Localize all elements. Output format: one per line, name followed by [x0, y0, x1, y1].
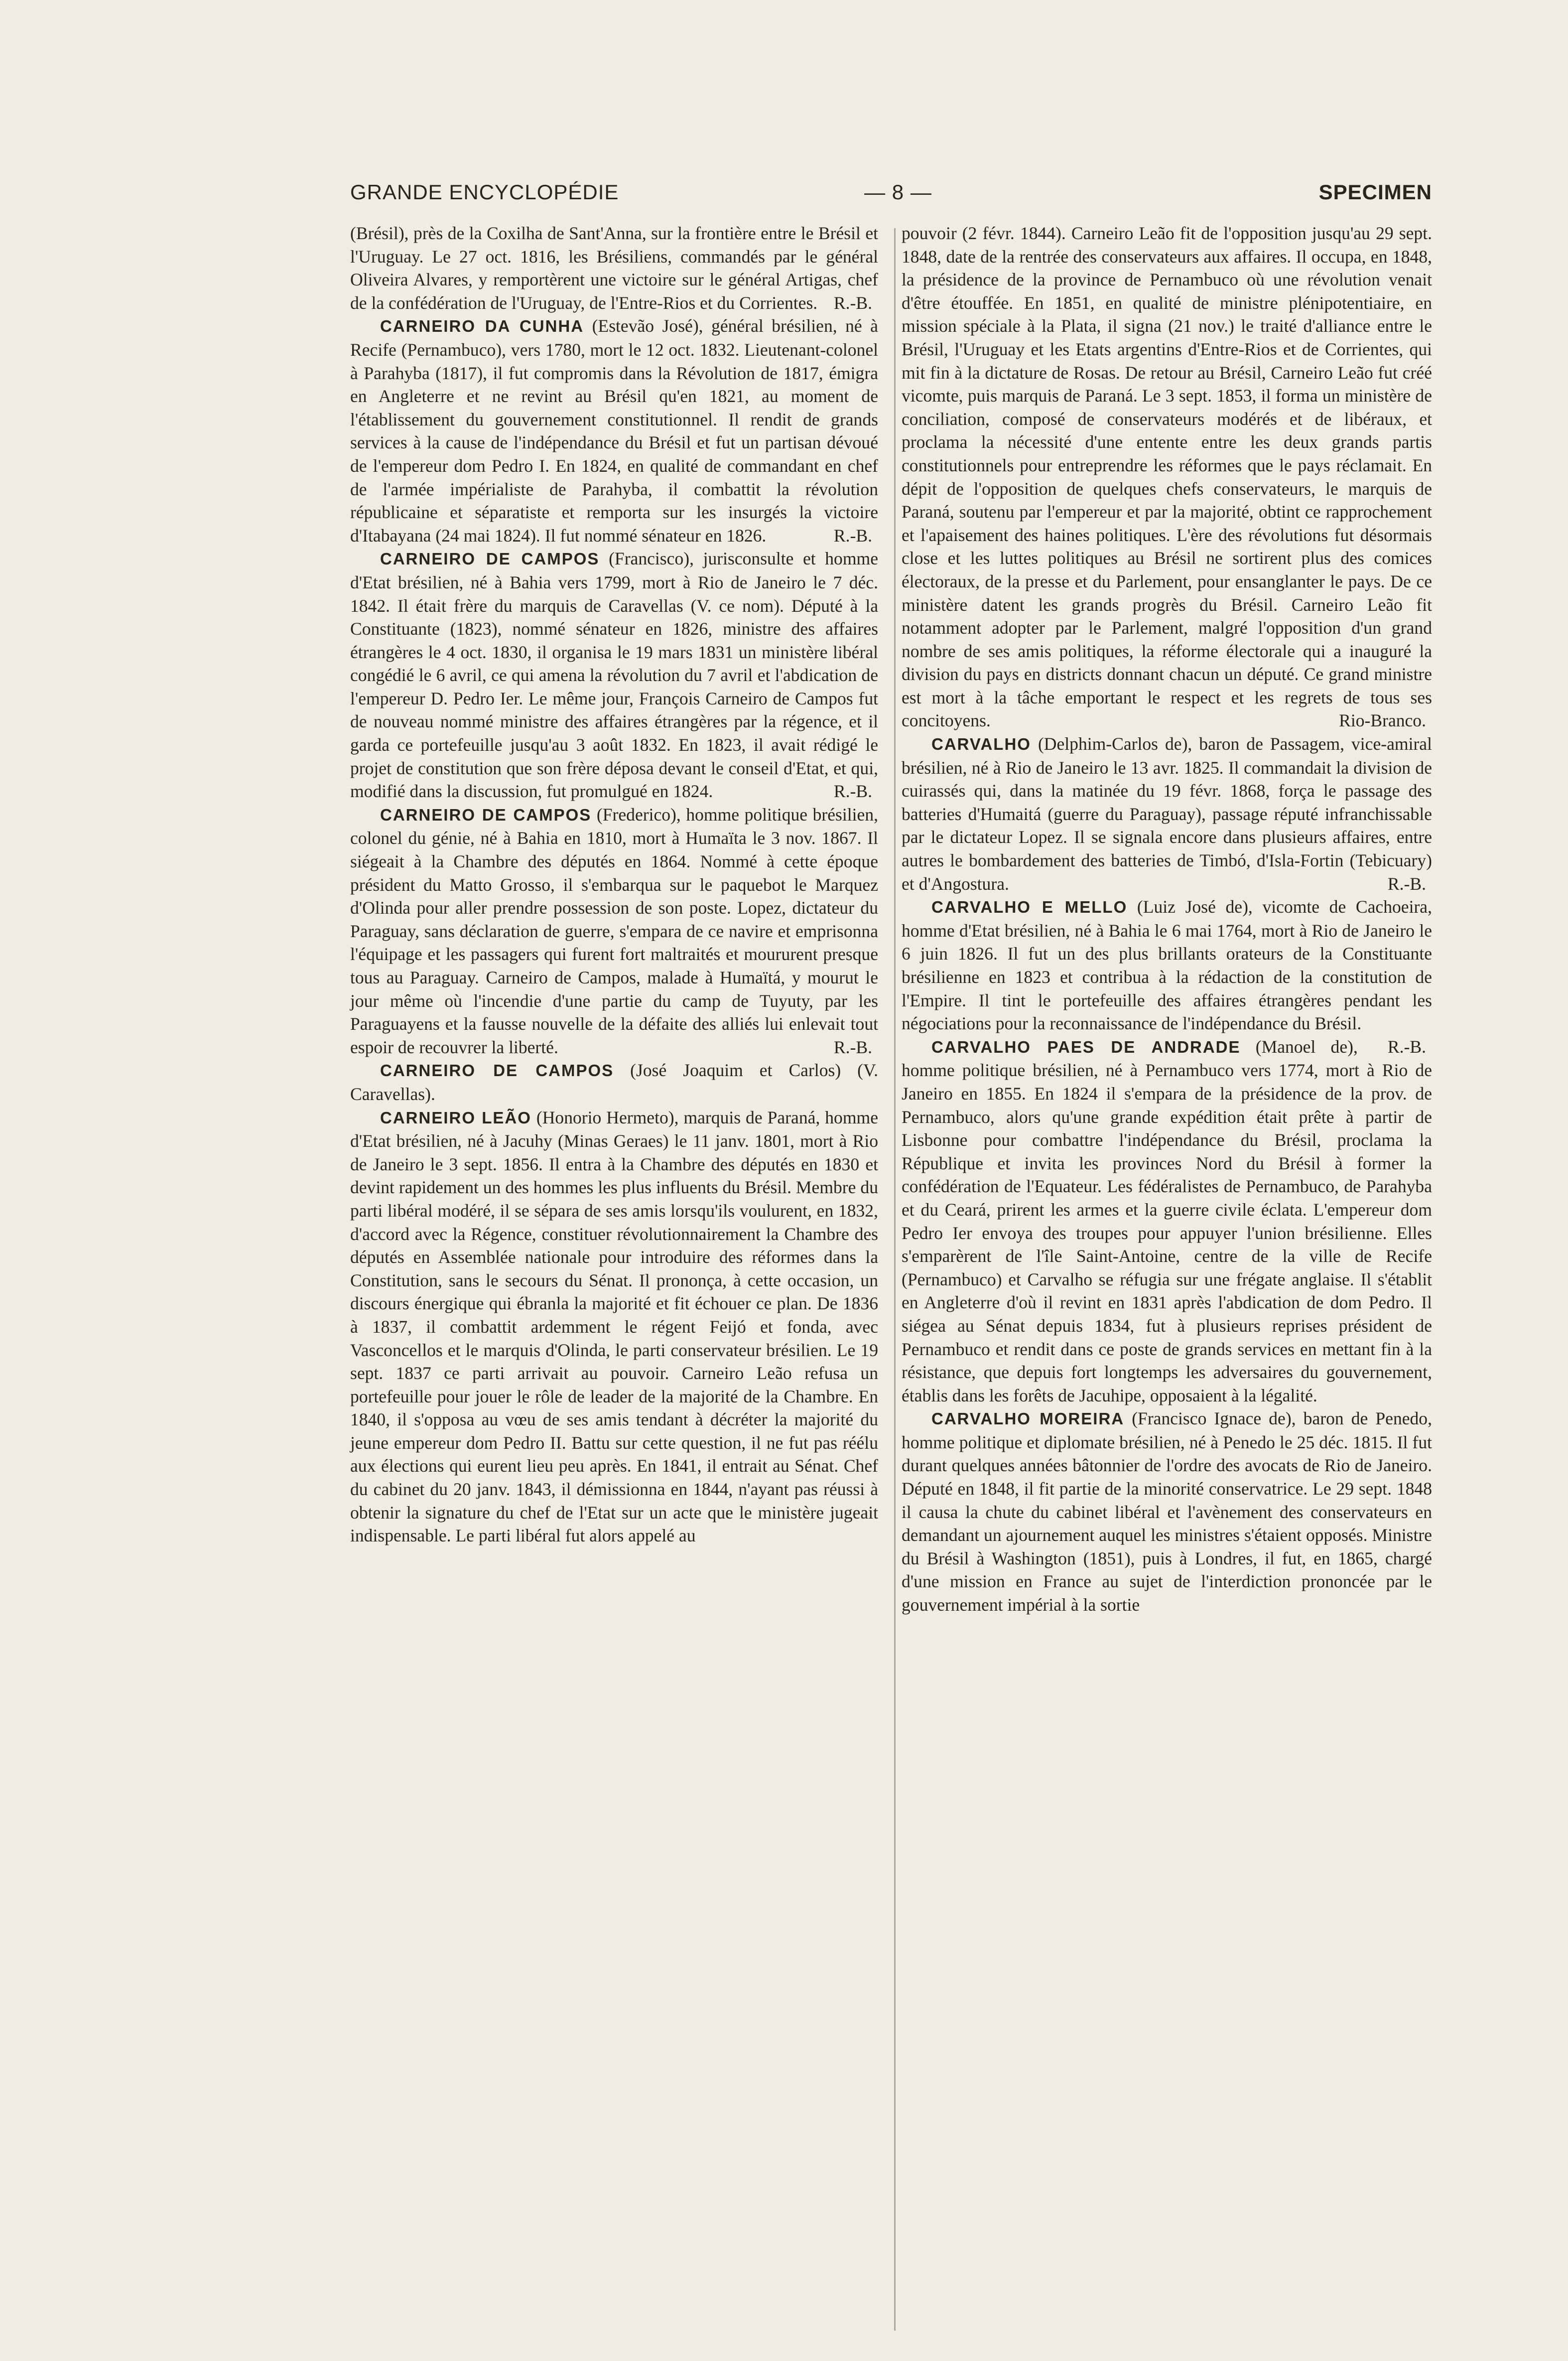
entry-continuation — [902, 222, 1432, 732]
page-number: — 8 — — [864, 180, 932, 204]
entry-carneiro-de-campos-francisco — [350, 547, 878, 803]
entry-headword: CARNEIRO DE CAMPOS — [380, 550, 600, 568]
entry-headword: CARVALHO — [931, 735, 1031, 754]
entry-text: (Honorio Hermeto), marquis de Paraná, homme d'Etat brésilien, né à Jacuhy (Minas Geraes) le 11 janv. 1801, mort à Rio de Janeiro le 3 sept. 1856. Il entra à la Chambre des députés en 1830 et devint rapidement un des hommes les plus influents du Brésil. Membre du parti libéral modéré, il se sépara de ses amis lorsqu'ils voulurent, en 1832, d'accord avec la Régence, constituer révolutionnairement la Chambre des députés en Assemblée nationale pour introduire des réformes dans la Constitution, sans le secours du Sénat. Il prononça, à cette occasion, un discours énergique qui ébranla la majorité et fit échouer ce plan. De 1836 à 1837, il combattit ardemment le régent Feijó et fonda, avec Vasconcellos et le marquis d'Olinda, le parti conservateur brésilien. Le 19 sept. 1837 ce parti arrivait au pouvoir. Carneiro Leão refusa un portefeuille pour jouer le rôle de leader de la majorité de la Chambre. En 1840, il s'opposa au vœu de ses amis tendant à décréter la majorité du jeune empereur dom Pedro II. Battu sur cette question, il ne fut pas réélu aux élections qui eurent lieu peu après. En 1841, il entrait au Sénat. Chef du cabinet du 20 janv. 1843, il démissionna en 1844, n'ayant pas réussi à obtenir la signature du chef de l'Etat sur un acte que le ministère jugeait indispensable. Le parti libéral fut alors appelé au — [350, 1107, 878, 1546]
header-title: GRANDE ENCYCLOPÉDIE — [350, 180, 619, 204]
entry-headword: CARNEIRO DE CAMPOS — [380, 805, 592, 824]
entry-continuation — [350, 222, 878, 314]
running-header — [350, 180, 1432, 215]
left-column — [350, 222, 878, 1547]
entry-text: (Delphim-Carlos de), baron de Passagem, vice-amiral brésilien, né à Rio de Janeiro le 13 avr. 1825. Il commandait la division de cuirassés qui, dans la matinée du 19 févr. 1868, força le passage des batteries d'Humaitá (guerre du Paraguay), passage réputé infranchissable par le dictateur Lopez. Il se signala encore dans plusieurs affaires, entre autres le bombardement des batteries de Timbó, d'Isla-Fortin (Tebicuary) et d'Angostura. — [902, 734, 1432, 894]
right-column — [902, 222, 1432, 1617]
entry-headword: CARVALHO E MELLO — [931, 898, 1128, 917]
entry-carvalho-moreira — [902, 1407, 1432, 1616]
entry-text: (Estevão José), général brésilien, né à Recife (Pernambuco), vers 1780, mort le 12 oct. 1832. Lieutenant-colonel à Parahyba (1817), il fut compromis dans la Révolution de 1817, émigra en Angleterre et ne revint au Brésil qu'en 1821, au moment de l'établissement du gouvernement constitutionnel. Il rendit de grands services à la cause de l'indépendance du Brésil et fut un partisan dévoué de l'empereur dom Pedro I. En 1824, en qualité de commandant en chef de l'armée impérialiste de Parahyba, il combattit la révolution républicaine et séparatiste et remporta sur les insurgés la victoire d'Itabayana (24 mai 1824). Il fut nommé sénateur en 1826. — [350, 316, 878, 546]
entry-text: (Francisco), jurisconsulte et homme d'Etat brésilien, né à Bahia vers 1799, mort à Rio de Janeiro le 7 déc. 1842. Il était frère du marquis de Caravellas (V. ce nom). Député à la Constituante (1823), nommé sénateur en 1826, ministre des affaires étrangères le 4 oct. 1830, il organisa le 19 mars 1831 un ministère libéral congédié le 6 avril, ce qui amena la révolution du 7 avril et l'abdication de l'empereur D. Pedro Ier. Le même jour, François Carneiro de Campos fut de nouveau nommé ministre des affaires étrangères par la régence, et il garda ce portefeuille jusqu'au 3 août 1832. En 1823, il avait rédigé le projet de constitution que son frère déposa devant le conseil d'Etat, et qui, modifié dans la discussion, fut promulgué en 1824. — [350, 549, 878, 802]
header-specimen: SPECIMEN — [1318, 180, 1432, 204]
entry-headword: CARVALHO PAES DE ANDRADE — [931, 1037, 1241, 1056]
entry-carvalho-paes-de-andrade — [902, 1035, 1432, 1407]
entry-headword: CARNEIRO DE CAMPOS — [380, 1061, 614, 1080]
entry-headword: CARNEIRO LEÃO — [380, 1108, 531, 1127]
entry-text: (Manoel de), homme politique brésilien, né à Pernambuco vers 1774, mort à Rio de Janeiro en 1855. En 1824 il s'empara de la présidence de la prov. de Pernambuco, alors qu'une grande expédition était prête à partir de Lisbonne pour combattre l'indépendance du Brésil, proclama la République et invita les provinces Nord du Brésil à former la confédération de l'Equateur. Les fédéralistes de Pernambuco, de Parahyba et du Ceará, prirent les armes et la guerre civile éclata. L'empereur dom Pedro Ier envoya des troupes pour appuyer l'union brésilienne. Elles s'emparèrent de l'île Saint-Antoine, centre de la ville de Recife (Pernambuco) et Carvalho se réfugia sur une frégate anglaise. Il s'établit en Angleterre d'où il revint en 1831 après l'abdication de dom Pedro. Il siégea au Sénat depuis 1834, fut à plusieurs reprises président de Pernambuco et rendit dans ce poste de grands services en mettant fin à la résistance, que depuis fort longtemps les adversaires du gouvernement, établis dans les forêts de Jacuhipe, opposaient à la légalité. — [902, 1036, 1432, 1405]
entry-signature: Rio-Branco. — [1339, 710, 1426, 731]
entry-carneiro-de-campos-frederico — [350, 803, 878, 1059]
entry-headword: CARVALHO MOREIRA — [931, 1409, 1125, 1428]
column-divider — [894, 228, 896, 2331]
entry-text: pouvoir (2 févr. 1844). Carneiro Leão fit de l'opposition jusqu'au 29 sept. 1848, date de la rentrée des conservateurs aux affaires. Il occupa, en 1848, la présidence de la province de Pernambuco où une révolution venait d'être étouffée. En 1851, en qualité de ministre plénipotentiaire, en mission spéciale à la Plata, il signa (21 nov.) le traité d'alliance entre le Brésil, l'Uruguay et les Etats argentins d'Entre-Rios et de Corrientes, qui mit fin à la dictature de Rosas. De retour au Brésil, Carneiro Leão fut créé vicomte, puis marquis de Paraná. Le 3 sept. 1853, il forma un ministère de conciliation, composé de conservateurs modérés et de libéraux, et proclama la nécessité d'une entente entre les deux grands partis constitutionnels pour entreprendre les réformes que le pays réclamait. En dépit de l'opposition de quelques chefs conservateurs, le marquis de Paraná, soutenu par l'empereur et par la majorité, obtint ce rapprochement et l'apaisement des haines politiques. L'ère des révolutions fut désormais close et les luttes politiques au Brésil ne sortirent plus des comices électoraux, de la presse et du Parlement, pour ensanglanter le pays. De ce ministère datent les grands progrès du Brésil. Carneiro Leão fit notamment adopter par le Parlement, malgré l'opposition d'un grand nombre de ses amis politiques, la réforme électorale qui a inauguré la division du pays en districts donnant chacun un député. Ce grand ministre est mort à la tâche emportant le respect et les regrets de tous ses concitoyens. — [902, 223, 1432, 731]
entry-text: (Luiz José de), vicomte de Cachoeira, homme d'Etat brésilien, né à Bahia le 6 mai 1764, mort à Rio de Janeiro le 6 juin 1826. Il fut un des plus brillants orateurs de la Constituante brésilienne en 1823 et contribua à la rédaction de la constitution de l'Empire. Il tint le portefeuille des affaires étrangères pendant les négociations pour la reconnaissance de l'indépendance du Brésil. — [902, 897, 1432, 1034]
entry-signature: R.-B. — [1387, 1036, 1426, 1057]
entry-signature: R.-B. — [1387, 873, 1426, 894]
entry-carneiro-da-cunha — [350, 314, 878, 547]
entry-text: (José Joaquim et Carlos) (V. Caravellas). — [350, 1060, 878, 1104]
entry-carneiro-de-campos-jose — [350, 1059, 878, 1106]
entry-headword: CARNEIRO DA CUNHA — [380, 317, 584, 336]
entry-carneiro-leao — [350, 1106, 878, 1547]
entry-signature: R.-B. — [833, 1037, 872, 1057]
entry-text: (Brésil), près de la Coxilha de Sant'Anna, sur la frontière entre le Brésil et l'Uruguay. Le 27 oct. 1816, les Brésiliens, commandés par le général Oliveira Alvares, y remportèrent une victoire sur le général Artigas, chef de la confédération de l'Uruguay, de l'Entre-Rios et du Corrientes. — [350, 223, 878, 313]
entry-signature: R.-B. — [833, 292, 872, 313]
entry-signature: R.-B. — [833, 525, 872, 546]
entry-carvalho — [902, 732, 1432, 895]
entry-signature: R.-B. — [833, 781, 872, 802]
entry-text: (Francisco Ignace de), baron de Penedo, homme politique et diplomate brésilien, né à Penedo le 25 déc. 1815. Il fut durant quelques années bâtonnier de l'ordre des avocats de Rio de Janeiro. Député en 1848, il fit partie de la minorité conservatrice. Le 29 sept. 1848 il causa la chute du cabinet libéral et l'avènement des conservateurs en demandant un ajournement auquel les ministres s'étaient opposés. Ministre du Brésil à Washington (1851), puis à Londres, il fut, en 1865, chargé d'une mission en France au sujet de l'interdiction prononcée par le gouvernement impérial à la sortie — [902, 1408, 1432, 1615]
entry-text: (Frederico), homme politique brésilien, colonel du génie, né à Bahia en 1810, mort à Humaïta le 3 nov. 1867. Il siégeait à la Chambre des députés en 1864. Nommé à cette époque président du Matto Grosso, il s'embarqua sur le paquebot le Marquez d'Olinda pour aller prendre possession de son poste. Lopez, dictateur du Paraguay, sans déclaration de guerre, s'empara de ce navire et emprisonna l'équipage et les passagers qui furent fort maltraités et moururent presque tous au Paraguay. Carneiro de Campos, malade à Humaïtá, y mourut le jour même où l'incendie d'une partie du camp de Tuyuty, par les Paraguayens et la fausse nouvelle de la défaite des alliés lui enlevait tout espoir de recouvrer la liberté. — [350, 804, 879, 1057]
